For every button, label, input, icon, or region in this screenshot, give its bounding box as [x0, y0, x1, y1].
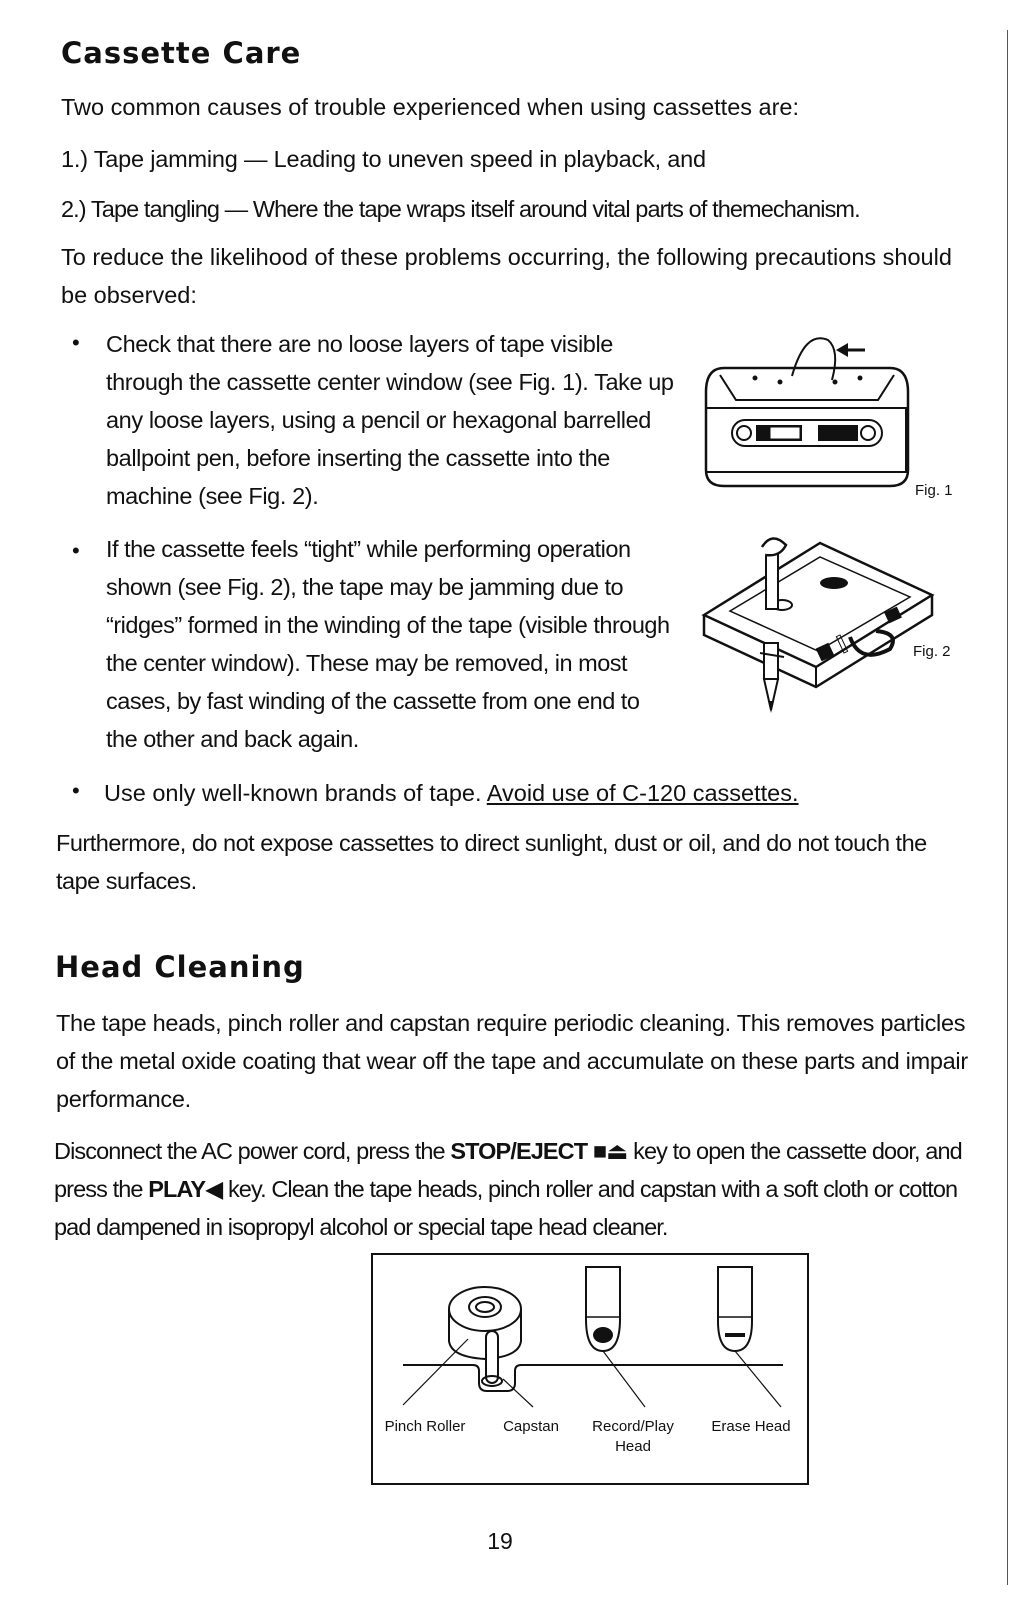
fig1-cassette-illustration — [700, 330, 920, 495]
record-play-head-label: Record/Play Head — [592, 1418, 674, 1455]
bullet-3-plain: Use only well-known brands of tape. — [104, 780, 482, 806]
bullet-dot: • — [72, 330, 80, 355]
fig2-cassette-pencil-illustration — [700, 525, 940, 725]
head-cleaning-heading: Head Cleaning — [55, 950, 305, 984]
capstan-label: Capstan — [503, 1418, 559, 1435]
pinch-roller-label: Pinch Roller — [384, 1418, 466, 1435]
intro-text: Two common causes of trouble experienced when using cassettes are: — [61, 94, 800, 120]
page-number: 19 — [487, 1528, 513, 1554]
stop-eject-icon: ■⏏ — [592, 1138, 628, 1164]
head-cleaning-para2 — [54, 1132, 976, 1246]
cause-1-text: 1.) Tape jamming — Leading to uneven speed in playback, and — [61, 146, 706, 172]
closing-text: Furthermore, do not expose cassettes to direct sunlight, dust or oil, and do not touch the tape surfaces. — [56, 830, 927, 894]
para2-part-b: key to open the cassette door, and press the — [54, 1138, 962, 1202]
bullet-2-text: If the cassette feels “tight” while performing operation shown (see Fig. 2), the tape may be jamming due to “ridges” formed in the winding of the tape (visible through the center window). These may be removed, in most cases, by fast winding of the cassette from one end to the other and back again. — [106, 536, 670, 752]
tape-heads-diagram — [371, 1253, 809, 1485]
bullet-3-text — [104, 774, 799, 812]
fig1-label: Fig. 1 — [915, 482, 953, 499]
cause-2-text: 2.) Tape tangling — Where the tape wraps itself around vital parts of themechanism. — [61, 196, 860, 222]
head-cleaning-para1: The tape heads, pinch roller and capstan require periodic cleaning. This removes particles of the metal oxide coating that wear off the tape and accumulate on these parts and impair performance. — [56, 1010, 968, 1112]
tape-heads-illustration — [373, 1255, 807, 1415]
stop-eject-key-label: STOP/EJECT — [450, 1138, 588, 1164]
cassette-care-heading: Cassette Care — [61, 36, 302, 70]
bullet-dot: • — [72, 538, 80, 563]
bullet-3-underlined: Avoid use of C-120 cassettes. — [486, 780, 799, 806]
play-reverse-icon: ◀ — [205, 1176, 223, 1202]
page-edge-line — [1007, 30, 1008, 1585]
para2-part-c: key. Clean the tape heads, pinch roller and capstan with a soft cloth or cotton pad dampened in isopropyl alcohol or special tape head cleaner. — [54, 1176, 958, 1240]
precautions-intro-text: To reduce the likelihood of these problems occurring, the following precautions should be observed: — [61, 244, 952, 308]
play-key-label: PLAY — [148, 1176, 206, 1202]
para2-part-a: Disconnect the AC power cord, press the — [54, 1138, 445, 1164]
bullet-dot: • — [72, 778, 80, 803]
bullet-1-text: Check that there are no loose layers of tape visible through the cassette center window (see Fig. 1). Take up any loose layers, using a pencil or hexagonal barrelled ballpoint pen, before inserting the cassette into the machine (see Fig. 2). — [106, 331, 674, 509]
fig2-label: Fig. 2 — [913, 643, 951, 660]
erase-head-label: Erase Head — [711, 1418, 791, 1435]
